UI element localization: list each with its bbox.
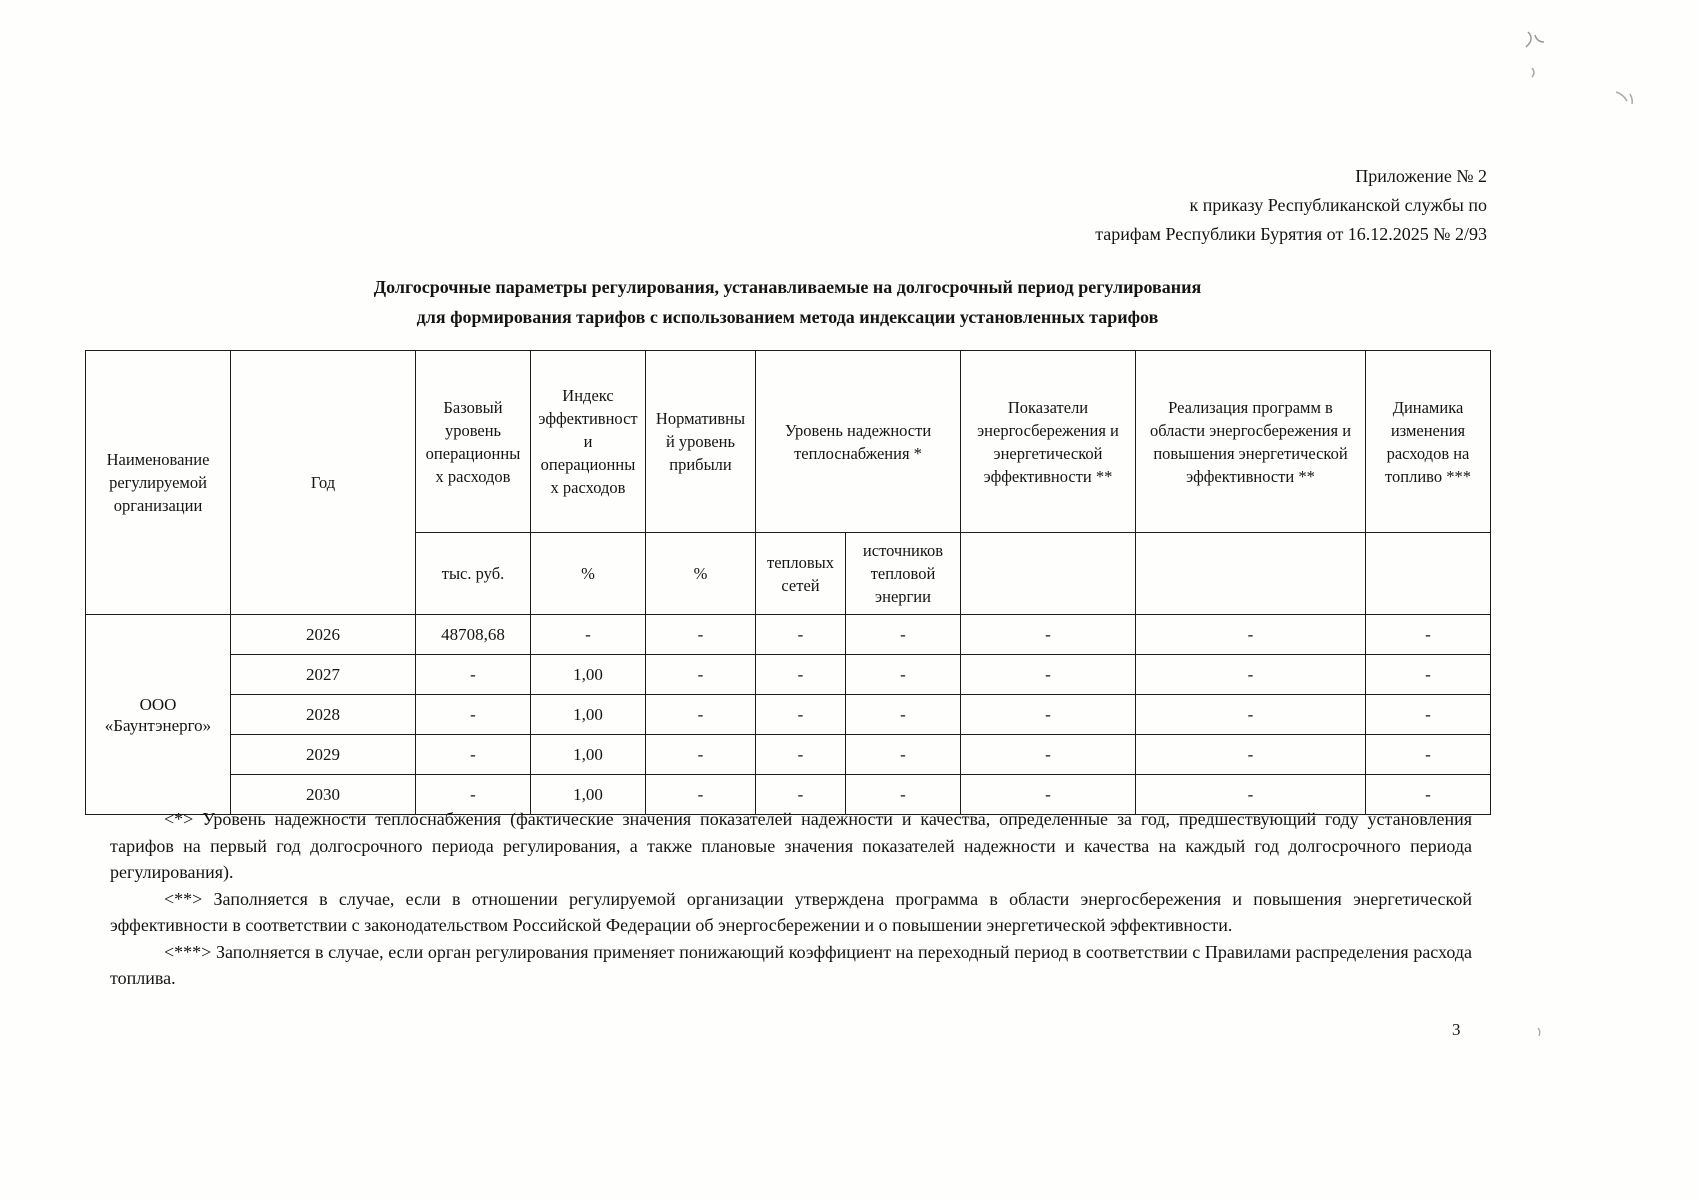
table-row <box>86 695 1491 735</box>
document-title-line1: Долгосрочные параметры регулирования, устанавливаемые на долгосрочный период регулирования <box>373 277 1202 297</box>
cell-fuel: - <box>1366 615 1491 655</box>
cell-programs: - <box>1136 775 1366 815</box>
cell-energy: - <box>961 735 1136 775</box>
appendix-line-3: тарифам Республики Бурятия от 16.12.2025 № 2/93 <box>1095 224 1487 244</box>
footnotes-block <box>110 806 1472 992</box>
cell-base-opex: - <box>416 735 531 775</box>
cell-fuel: - <box>1366 655 1491 695</box>
cell-profit: - <box>646 655 756 695</box>
scan-artifact <box>1498 22 1648 112</box>
cell-year: 2026 <box>231 615 416 655</box>
cell-fuel: - <box>1366 735 1491 775</box>
header-base-opex: Базовый уровень операционных расходов <box>416 351 531 533</box>
table-row <box>86 735 1491 775</box>
cell-profit: - <box>646 735 756 775</box>
header-programs-implementation: Реализация программ в области энергосбережения и повышения энергетической эффективности ** <box>1136 351 1366 533</box>
appendix-line-2: к приказу Республиканской службы по <box>1189 195 1487 215</box>
cell-networks: - <box>756 655 846 695</box>
header-profit-level: Нормативный уровень прибыли <box>646 351 756 533</box>
footnote-reliability: <*> Уровень надежности теплоснабжения (фактические значения показателей надежности и качества, определенные за год, предшествующий году установления тарифов на первый год долгосрочного периода регулирования, а также плановые значения показателей надежности и качества на каждый год долгосрочного периода регулирования). <box>110 809 1472 882</box>
appendix-reference <box>1095 162 1487 249</box>
cell-profit: - <box>646 775 756 815</box>
footnote-fuel: <***> Заполняется в случае, если орган регулирования применяет понижающий коэффициент на переходный период в соответствии с Правилами распределения расхода топлива. <box>110 941 1472 988</box>
cell-base-opex: - <box>416 655 531 695</box>
cell-sources: - <box>846 735 961 775</box>
cell-year: 2029 <box>231 735 416 775</box>
cell-networks: - <box>756 615 846 655</box>
cell-energy: - <box>961 695 1136 735</box>
footnote-energy-efficiency: <**> Заполняется в случае, если в отношении регулируемой организации утверждена программа в области энергосбережения и повышения энергетической эффективности в соответствии с законодательством Российской Федерации об энергосбережении и о повышении энергетической эффективности. <box>110 888 1472 935</box>
cell-fuel: - <box>1366 695 1491 735</box>
cell-opex-index: 1,00 <box>531 655 646 695</box>
cell-networks: - <box>756 695 846 735</box>
cell-year: 2030 <box>231 775 416 815</box>
cell-programs: - <box>1136 695 1366 735</box>
unit-empty <box>1366 533 1491 615</box>
cell-org-name: ООО «Баунтэнерго» <box>86 615 231 815</box>
cell-networks: - <box>756 775 846 815</box>
scan-artifact <box>1530 1022 1560 1052</box>
long-term-parameters-table <box>85 350 1491 815</box>
cell-sources: - <box>846 655 961 695</box>
cell-programs: - <box>1136 655 1366 695</box>
cell-sources: - <box>846 775 961 815</box>
cell-programs: - <box>1136 615 1366 655</box>
cell-sources: - <box>846 695 961 735</box>
cell-fuel: - <box>1366 775 1491 815</box>
subheader-heat-sources: источников тепловой энергии <box>846 533 961 615</box>
cell-base-opex: - <box>416 695 531 735</box>
table-row <box>86 655 1491 695</box>
cell-networks: - <box>756 735 846 775</box>
cell-opex-index: 1,00 <box>531 695 646 735</box>
cell-year: 2028 <box>231 695 416 735</box>
cell-profit: - <box>646 695 756 735</box>
cell-opex-index: 1,00 <box>531 775 646 815</box>
cell-energy: - <box>961 615 1136 655</box>
header-year: Год <box>231 351 416 615</box>
cell-energy: - <box>961 655 1136 695</box>
header-fuel-cost-dynamics: Динамика изменения расходов на топливо *** <box>1366 351 1491 533</box>
unit-empty <box>961 533 1136 615</box>
table-row <box>86 615 1491 655</box>
header-organization: Наименование регулируемой организации <box>86 351 231 615</box>
subheader-heat-networks: тепловых сетей <box>756 533 846 615</box>
cell-opex-index: 1,00 <box>531 735 646 775</box>
cell-sources: - <box>846 615 961 655</box>
page-number: 3 <box>1452 1020 1461 1039</box>
document-title-line2: для формирования тарифов с использованием метода индексации установленных тарифов <box>416 307 1159 327</box>
document-title <box>85 272 1490 332</box>
unit-opex-index: % <box>531 533 646 615</box>
unit-empty <box>1136 533 1366 615</box>
header-energy-efficiency: Показатели энергосбережения и энергетической эффективности ** <box>961 351 1136 533</box>
unit-profit: % <box>646 533 756 615</box>
unit-base-opex: тыс. руб. <box>416 533 531 615</box>
cell-profit: - <box>646 615 756 655</box>
cell-energy: - <box>961 775 1136 815</box>
cell-year: 2027 <box>231 655 416 695</box>
header-opex-efficiency-index: Индекс эффективности операционных расходов <box>531 351 646 533</box>
table-header-row <box>86 351 1491 533</box>
header-heat-supply-reliability: Уровень надежности теплоснабжения * <box>756 351 961 533</box>
appendix-line-1: Приложение № 2 <box>1355 166 1487 186</box>
cell-base-opex: - <box>416 775 531 815</box>
cell-opex-index: - <box>531 615 646 655</box>
cell-base-opex: 48708,68 <box>416 615 531 655</box>
cell-programs: - <box>1136 735 1366 775</box>
